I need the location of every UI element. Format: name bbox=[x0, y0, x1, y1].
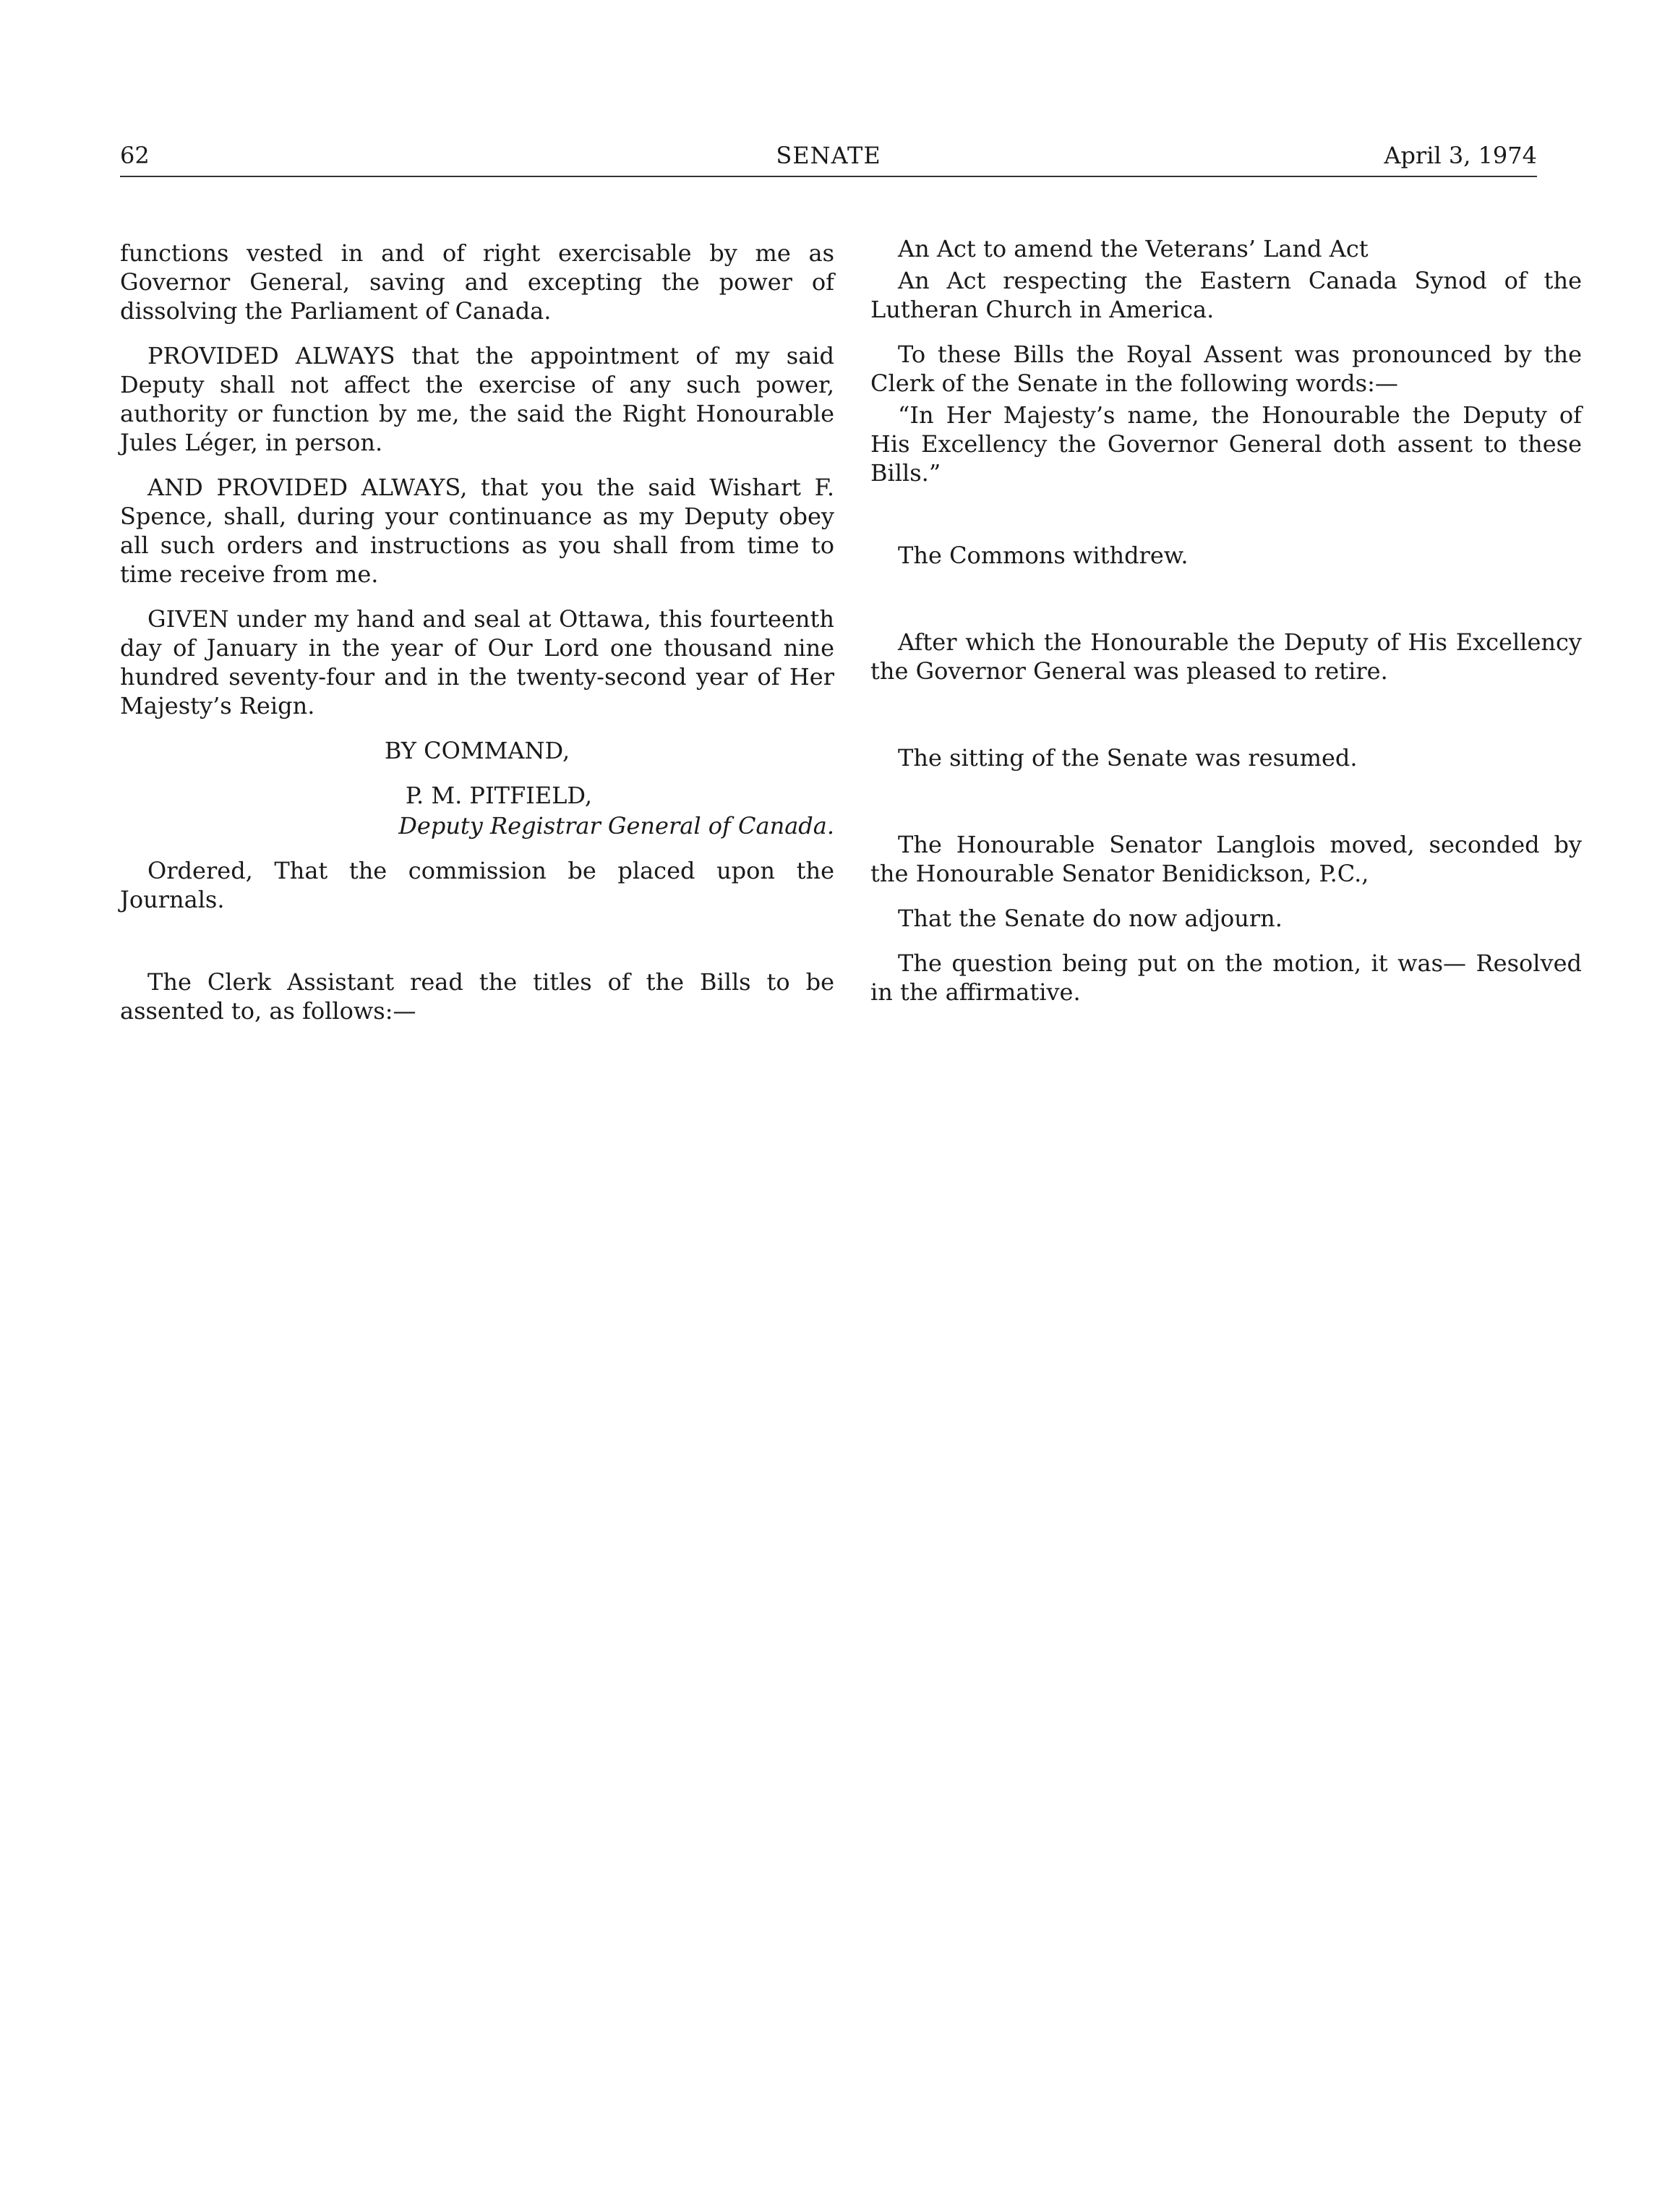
paragraph: GIVEN under my hand and seal at Ottawa, this fourteenth day of January in the year of Our Lord one thousand nine hundred seventy-four and in the twenty-second year of Her Majesty’s Reign. bbox=[120, 605, 834, 719]
signatory-name: P. M. PITFIELD, bbox=[405, 782, 593, 809]
paragraph: functions vested in and of right exercisable by me as Governor General, saving and excepting the power of dissolving the Parliament of Canada. bbox=[120, 239, 834, 325]
page-title: SENATE bbox=[776, 142, 881, 169]
paragraph: The Honourable Senator Langlois moved, seconded by the Honourable Senator Benidickson, P.C., bbox=[870, 831, 1582, 887]
paragraph: The sitting of the Senate was resumed. bbox=[898, 744, 1358, 772]
paragraph: To these Bills the Royal Assent was pronounced by the Clerk of the Senate in the following words:— bbox=[870, 341, 1582, 397]
right-column bbox=[870, 235, 1582, 1007]
paragraph: PROVIDED ALWAYS that the appointment of my said Deputy shall not affect the exercise of any such power, authority or function by me, the said the Right Honourable Jules Léger, in person. bbox=[120, 342, 834, 456]
header-rule bbox=[120, 176, 1537, 177]
by-command: BY COMMAND, bbox=[384, 737, 570, 764]
paragraph: After which the Honourable the Deputy of His Excellency the Governor General was pleased to retire. bbox=[870, 628, 1582, 685]
bill-title: An Act respecting the Eastern Canada Synod of the Lutheran Church in America. bbox=[870, 267, 1582, 323]
page-number: 62 bbox=[120, 142, 150, 169]
paragraph: That the Senate do now adjourn. bbox=[898, 905, 1283, 932]
paragraph: The Clerk Assistant read the titles of the Bills to be assented to, as follows:— bbox=[120, 968, 834, 1025]
paragraph: The question being put on the motion, it was— Resolved in the affirmative. bbox=[870, 949, 1582, 1006]
paragraph: AND PROVIDED ALWAYS, that you the said Wishart F. Spence, shall, during your continuance as my Deputy obey all such orders and instructions as you shall from time to time receive from me. bbox=[120, 474, 834, 588]
page-date: April 3, 1974 bbox=[1384, 142, 1537, 169]
paragraph: Ordered, That the commission be placed upon the Journals. bbox=[120, 857, 834, 913]
left-column bbox=[120, 239, 834, 1025]
paragraph: The Commons withdrew. bbox=[898, 542, 1189, 569]
bill-title: An Act to amend the Veterans’ Land Act bbox=[898, 235, 1369, 262]
page-header bbox=[120, 142, 1537, 178]
signatory-title: Deputy Registrar General of Canada. bbox=[398, 812, 834, 840]
paragraph: “In Her Majesty’s name, the Honourable the Deputy of His Excellency the Governor General doth assent to these Bills.” bbox=[870, 401, 1582, 487]
